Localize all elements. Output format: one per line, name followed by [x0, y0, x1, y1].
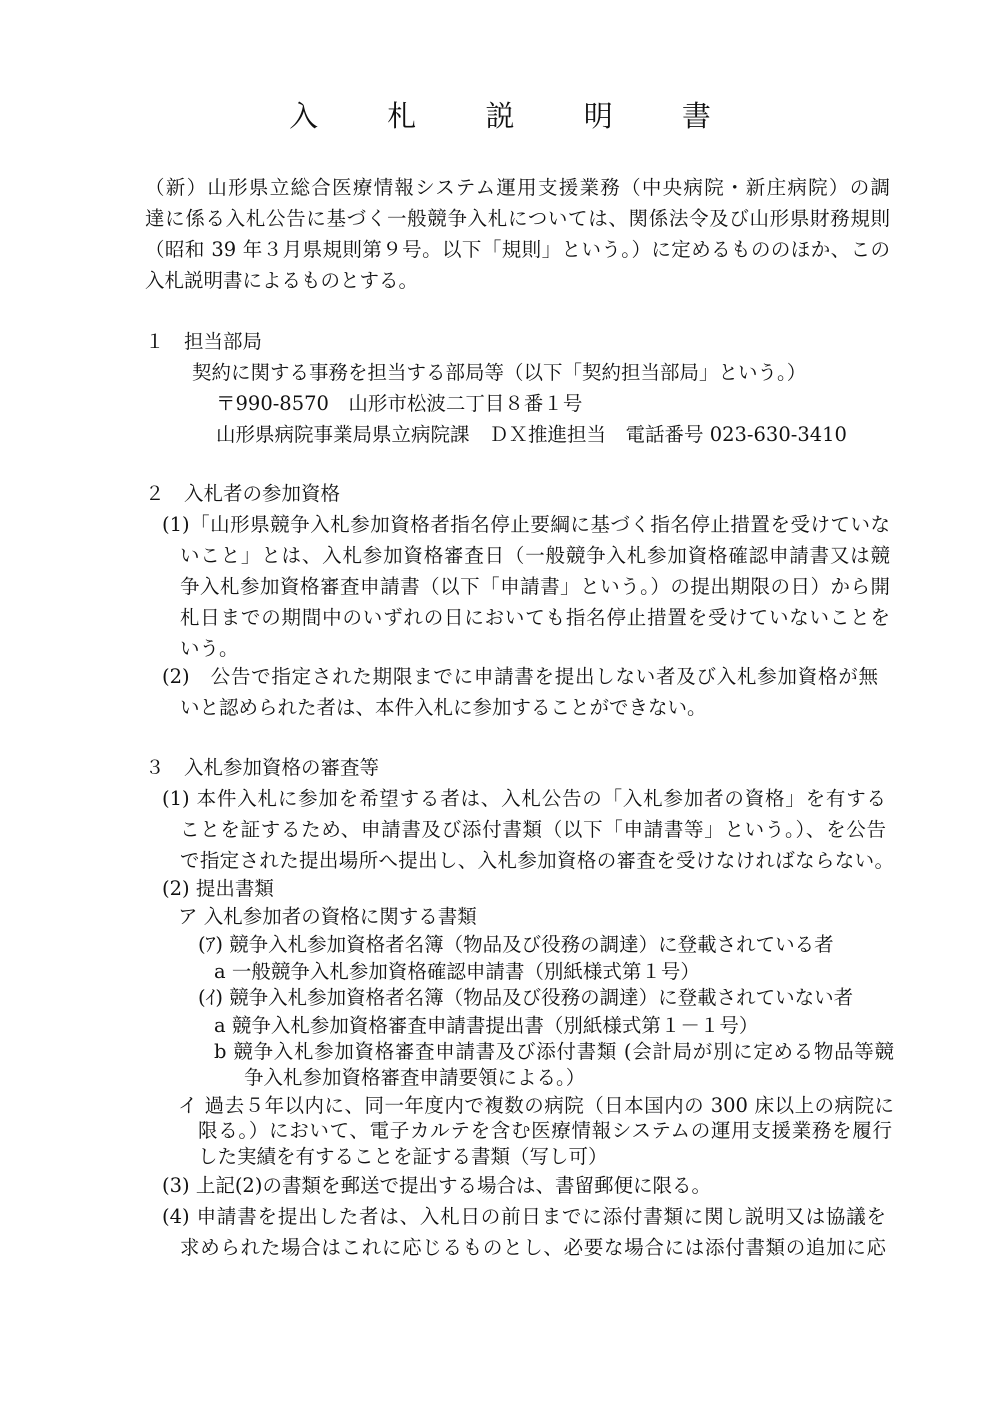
section-2-item-1-line-1: (1)「山形県競争入札参加資格者指名停止要綱に基づく指名停止措置を受けていな	[162, 513, 890, 536]
section-3-item-4-line-1: (4) 申請書を提出した者は、入札日の前日までに添付書類に関し説明又は協議を	[162, 1205, 886, 1228]
section-1-line-2: 〒990-8570 山形市松波二丁目８番１号	[216, 392, 583, 415]
section-2-item-1-line-5: いう。	[180, 637, 239, 660]
section-2-item-1-line-3: 争入札参加資格審査申請書（以下「申請書」という。）の提出期限の日）から開	[180, 575, 890, 598]
section-2-item-2-line-2: いと認められた者は、本件入札に参加することができない。	[180, 696, 707, 719]
section-2-heading: ２ 入札者の参加資格	[145, 482, 341, 505]
intro-line-1: （新）山形県立総合医療情報システム運用支援業務（中央病院・新庄病院）の調	[145, 176, 890, 199]
section-1-line-3: 山形県病院事業局県立病院課 ＤＸ推進担当 電話番号 023-630-3410	[216, 423, 847, 446]
section-3-item-1-line-3: で指定された提出場所へ提出し、入札参加資格の審査を受けなければならない。	[180, 849, 894, 872]
section-3-heading: ３ 入札参加資格の審査等	[145, 756, 380, 779]
section-2-item-2-line-1: (2) 公告で指定された期限までに申請書を提出しない者及び入札参加資格が無	[162, 665, 878, 688]
section-3-item-3: (3) 上記(2)の書類を郵送で提出する場合は、書留郵便に限る。	[162, 1174, 711, 1197]
section-3-item-1-line-2: ことを証するため、申請書及び添付書類（以下「申請書等」という。）、を公告	[180, 818, 886, 841]
section-3-a2-heading: (ｲ) 競争入札参加資格者名簿（物品及び役務の調達）に登載されていない者	[198, 986, 854, 1009]
section-2-item-1-line-2: いこと」とは、入札参加資格審査日（一般競争入札参加資格確認申請書又は競	[180, 544, 890, 567]
section-3-i-line-2: 限る。）において、電子カルテを含む医療情報システムの運用支援業務を履行	[198, 1119, 892, 1142]
section-1-heading: １ 担当部局	[145, 330, 263, 353]
intro-line-3: （昭和 39 年３月県規則第９号。以下「規則」という。）に定めるもののほか、この	[145, 238, 890, 261]
section-2-item-1-line-4: 札日までの期間中のいずれの日においても指名停止措置を受けていないことを	[180, 606, 890, 629]
section-3-item-4-line-2: 求められた場合はこれに応じるものとし、必要な場合には添付書類の追加に応	[180, 1236, 886, 1259]
section-3-i-line-3: した実績を有することを証する書類（写し可）	[198, 1145, 608, 1168]
intro-line-2: 達に係る入札公告に基づく一般競争入札については、関係法令及び山形県財務規則	[145, 207, 890, 230]
section-1-line-1: 契約に関する事務を担当する部局等（以下「契約担当部局」という。）	[192, 361, 807, 384]
section-3-a1-a: a 一般競争入札参加資格確認申請書（別紙様式第１号）	[214, 960, 700, 983]
document-title: 入 札 説 明 書	[289, 99, 741, 133]
section-3-item-2: (2) 提出書類	[162, 877, 274, 900]
section-3-a2-a: a 競争入札参加資格審査申請書提出書（別紙様式第１－１号）	[214, 1014, 759, 1037]
section-3-a-heading: ア 入札参加者の資格に関する書類	[178, 905, 477, 928]
section-3-item-1-line-1: (1) 本件入札に参加を希望する者は、入札公告の「入札参加者の資格」を有する	[162, 787, 886, 810]
intro-line-4: 入札説明書によるものとする。	[145, 269, 419, 292]
section-3-a1-heading: (ｱ) 競争入札参加資格者名簿（物品及び役務の調達）に登載されている者	[198, 933, 834, 956]
section-3-a2-b-line-1: b 競争入札参加資格審査申請書及び添付書類 (会計局が別に定める物品等競	[214, 1040, 894, 1063]
section-3-i-line-1: イ 過去５年以内に、同一年度内で複数の病院（日本国内の 300 床以上の病院に	[178, 1094, 894, 1117]
section-3-a2-b-line-2: 争入札参加資格審査申請要領による。）	[244, 1066, 586, 1089]
